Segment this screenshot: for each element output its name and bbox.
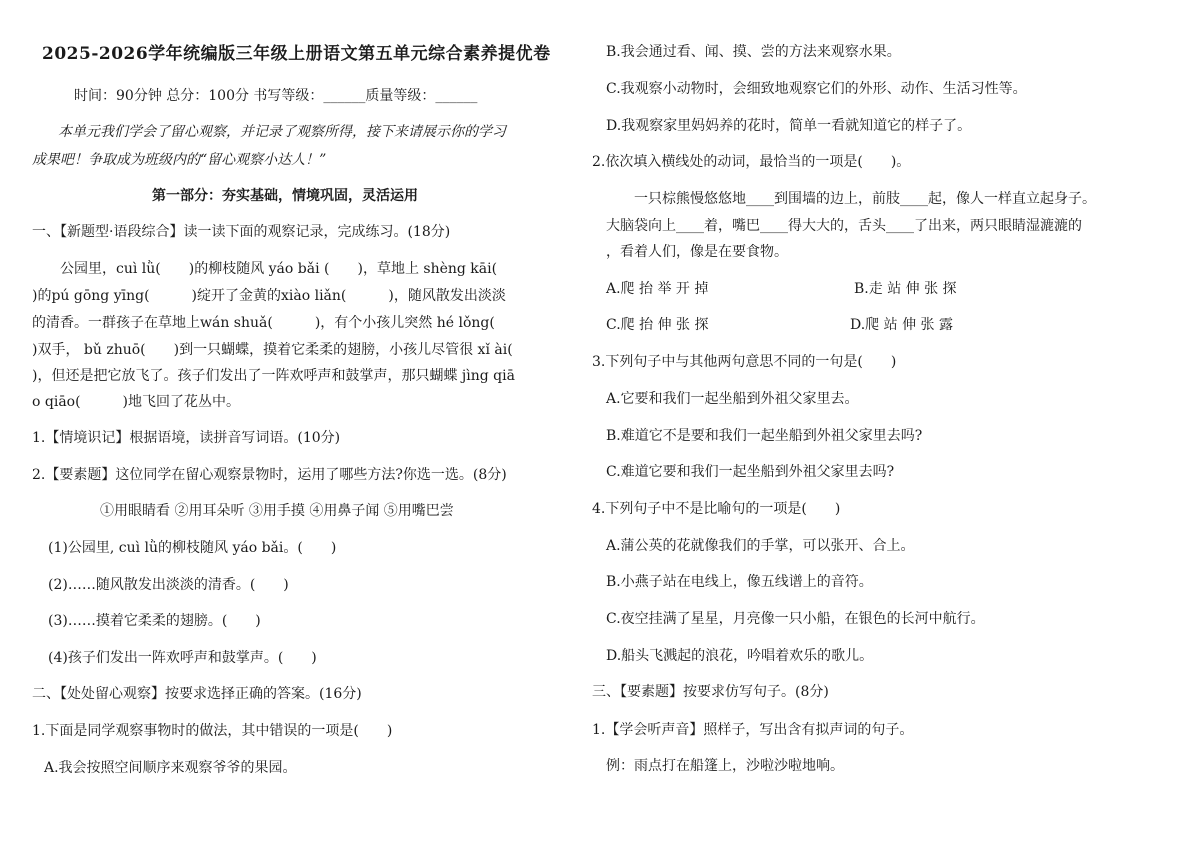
- s2q4-option-b: B.小燕子站在电线上，像五线谱上的音符。: [606, 574, 873, 590]
- s2-question-1: 1.下面是同学观察事物时的做法，其中错误的一项是( ): [32, 723, 393, 739]
- question-2: 2.【要素题】这位同学在留心观察景物时，运用了哪些方法?你选一选。(8分): [32, 467, 507, 483]
- passage-line: o qiāo( )地飞回了花丛中。: [32, 394, 241, 410]
- methods-list: ①用眼睛看 ②用耳朵听 ③用手摸 ④用鼻子闻 ⑤用嘴巴尝: [100, 503, 454, 519]
- s2q2-option-b: B.走 站 伸 张 探: [854, 281, 957, 297]
- s2q2-option-c: C.爬 抬 伸 张 探: [606, 317, 709, 333]
- passage-line: 的清香。一群孩子在草地上wán shuǎ( )，有个小孩儿突然 hé lǒng(: [32, 315, 495, 331]
- passage-line: )，但还是把它放飞了。孩子们发出了一阵欢呼声和鼓掌声，那只蝴蝶 jìng qiā: [32, 368, 515, 384]
- s2q2-passage-line: 大脑袋向上____着，嘴巴____得大大的，舌头____了出来，两只眼睛湿漉漉的: [606, 218, 1082, 234]
- q2-item: (4)孩子们发出一阵欢呼声和鼓掌声。( ): [48, 650, 317, 666]
- s2-question-3: 3.下列句子中与其他两句意思不同的一句是( ): [592, 354, 897, 370]
- s2q2-option-a: A.爬 抬 举 开 掉: [606, 281, 709, 297]
- section1-heading: 一、【新题型·语段综合】读一读下面的观察记录，完成练习。(18分): [32, 224, 451, 240]
- s2q4-option-c: C.夜空挂满了星星，月亮像一只小船，在银色的长河中航行。: [606, 611, 985, 627]
- q2-item: (2)……随风散发出淡淡的清香。( ): [48, 577, 289, 593]
- q2-item: (1)公园里, cuì lǜ的柳枝随风 yáo bǎi。( ): [48, 540, 337, 556]
- s3q1-example: 例：雨点打在船篷上，沙啦沙啦地响。: [606, 758, 844, 774]
- s2-question-2: 2.依次填入横线处的动词，最恰当的一项是( )。: [592, 154, 911, 170]
- s2-question-4: 4.下列句子中不是比喻句的一项是( ): [592, 501, 841, 517]
- s2q2-passage-line: 一只棕熊慢悠悠地____到围墙的边上，前肢____起，像人一样直立起身子。: [634, 191, 1096, 207]
- s2q3-option-b: B.难道它不是要和我们一起坐船到外祖父家里去吗?: [606, 428, 923, 444]
- s2q1-option-b: B.我会通过看、闻、摸、尝的方法来观察水果。: [606, 44, 901, 60]
- intro-line-1: 本单元我们学会了留心观察，并记录了观察所得，接下来请展示你的学习: [58, 124, 506, 140]
- s2q3-option-c: C.难道它要和我们一起坐船到外祖父家里去吗?: [606, 464, 895, 480]
- section2-heading: 二、【处处留心观察】按要求选择正确的答案。(16分): [32, 686, 362, 702]
- passage-line: )的pú gōng yīng( )绽开了金黄的xiào liǎn( )，随风散发出淡淡: [32, 288, 506, 304]
- exam-title: 2025-2026学年统编版三年级上册语文第五单元综合素养提优卷: [42, 44, 551, 64]
- part1-heading: 第一部分：夯实基础，情境巩固，灵活运用: [152, 188, 418, 204]
- intro-line-2: 成果吧！争取成为班级内的“留心观察小达人！”: [32, 152, 327, 168]
- s2q1-option-c: C.我观察小动物时，会细致地观察它们的外形、动作、生活习性等。: [606, 81, 1027, 97]
- s2q2-option-d: D.爬 站 伸 张 露: [850, 317, 953, 333]
- s3-question-1: 1.【学会听声音】照样子，写出含有拟声词的句子。: [592, 722, 914, 738]
- q2-item: (3)……摸着它柔柔的翅膀。( ): [48, 613, 261, 629]
- question-1: 1.【情境识记】根据语境，读拼音写词语。(10分): [32, 430, 341, 446]
- section3-heading: 三、【要素题】按要求仿写句子。(8分): [592, 684, 829, 700]
- exam-info: 时间：90分钟 总分：100分 书写等级：______质量等级：______: [74, 88, 478, 104]
- s2q1-option-d: D.我观察家里妈妈养的花时，简单一看就知道它的样子了。: [606, 118, 972, 134]
- passage-line: )双手， bǔ zhuō( )到一只蝴蝶，摸着它柔柔的翅膀，小孩儿尽管很 xǐ ài(: [32, 342, 513, 358]
- passage-line: 公园里，cuì lǜ( )的柳枝随风 yáo bǎi ( )，草地上 shèng kāi(: [60, 261, 498, 277]
- s2q1-option-a: A.我会按照空间顺序来观察爷爷的果园。: [44, 760, 297, 776]
- s2q4-option-d: D.船头飞溅起的浪花，吟唱着欢乐的歌儿。: [606, 648, 874, 664]
- s2q3-option-a: A.它要和我们一起坐船到外祖父家里去。: [606, 391, 859, 407]
- s2q4-option-a: A.蒲公英的花就像我们的手掌，可以张开、合上。: [606, 538, 915, 554]
- s2q2-passage-line: ，看着人们，像是在要食物。: [606, 244, 788, 260]
